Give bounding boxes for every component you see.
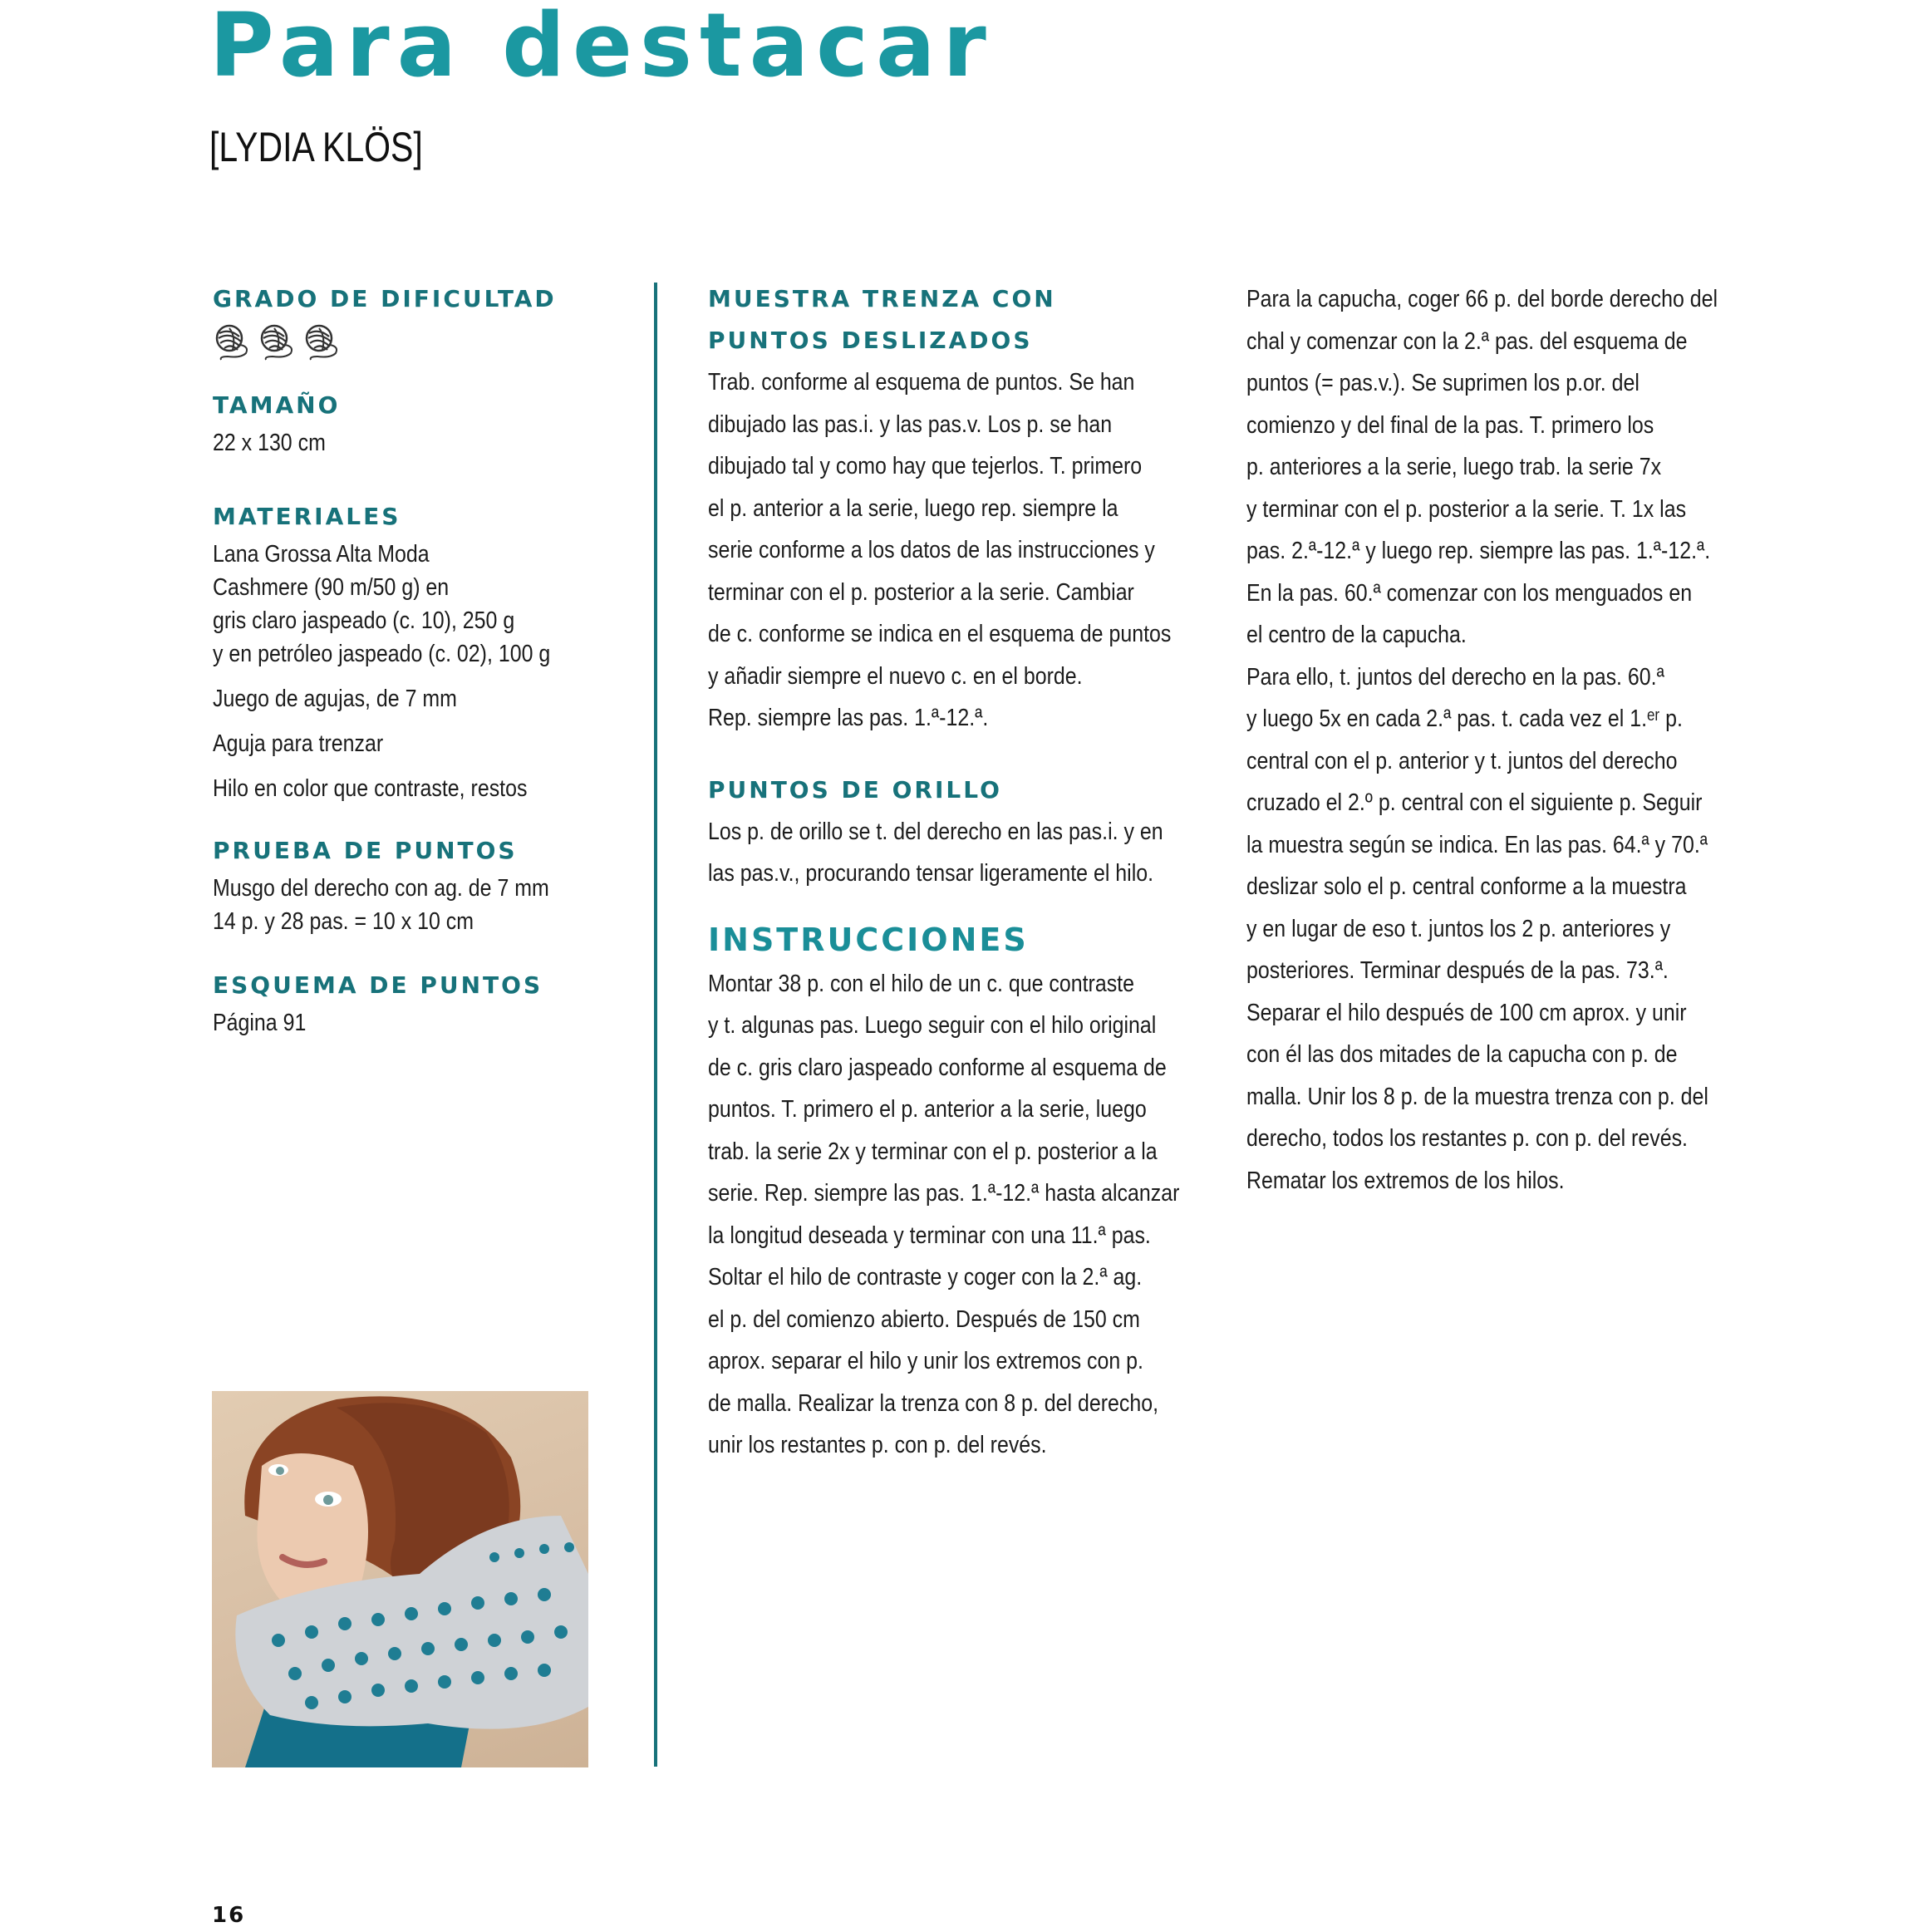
pattern-text-line: serie conforme a los datos de las instrucciones y bbox=[708, 537, 1155, 563]
hood-text-line: el centro de la capucha. bbox=[1246, 622, 1467, 648]
edge-stitch-line: Los p. de orillo se t. del derecho en las pas.i. y en bbox=[708, 818, 1163, 845]
hood-text-line: y en lugar de eso t. juntos los 2 p. anteriores y bbox=[1246, 915, 1671, 942]
gauge-line: Musgo del derecho con ag. de 7 mm bbox=[213, 875, 549, 902]
column-divider bbox=[654, 283, 657, 1767]
gauge-line: 14 p. y 28 pas. = 10 x 10 cm bbox=[213, 908, 474, 935]
pattern-heading-line: MUESTRA TRENZA CON bbox=[708, 285, 1056, 312]
material-item: Aguja para trenzar bbox=[213, 730, 384, 757]
page-title: Para destacar bbox=[209, 0, 994, 96]
difficulty-section bbox=[213, 278, 612, 365]
instructions-line: unir los restantes p. con p. del revés. bbox=[708, 1432, 1047, 1458]
materials-section bbox=[213, 496, 612, 805]
instructions-line: de malla. Realizar la trenza con 8 p. del derecho, bbox=[708, 1389, 1159, 1417]
instructions-line: aprox. separar el hilo y unir los extremos con p. bbox=[708, 1348, 1143, 1374]
instructions-line: de c. gris claro jaspeado conforme al esquema de bbox=[708, 1054, 1167, 1081]
hood-text-line: Rematar los extremos de los hilos. bbox=[1246, 1167, 1565, 1194]
hood-text-line: central con el p. anterior y t. juntos del derecho bbox=[1246, 747, 1678, 774]
gauge-heading: PRUEBA DE PUNTOS bbox=[213, 837, 518, 864]
size-value: 22 x 130 cm bbox=[213, 430, 326, 456]
sidebar-specs bbox=[213, 278, 612, 1058]
hood-text-line: posteriores. Terminar después de la pas. 73.ª. bbox=[1246, 957, 1669, 984]
yarn-ball-icon bbox=[258, 322, 299, 363]
page-number: 16 bbox=[212, 1903, 246, 1928]
material-item: Hilo en color que contraste, restos bbox=[213, 775, 528, 802]
hood-text-line: puntos (= pas.v.). Se suprimen los p.or. del bbox=[1246, 370, 1639, 396]
material-yarn-line: y en petróleo jaspeado (c. 02), 100 g bbox=[213, 641, 551, 667]
instructions-line: puntos. T. primero el p. anterior a la serie, luego bbox=[708, 1096, 1147, 1123]
pattern-text-line: Rep. siempre las pas. 1.ª-12.ª. bbox=[708, 705, 989, 731]
hood-text-line: malla. Unir los 8 p. de la muestra trenza con p. del bbox=[1246, 1083, 1708, 1110]
gauge-section bbox=[213, 830, 612, 938]
pattern-text-line: dibujado las pas.i. y las pas.v. Los p. se han bbox=[708, 410, 1113, 438]
instructions-line: y t. algunas pas. Luego seguir con el hilo original bbox=[708, 1012, 1157, 1039]
size-section bbox=[213, 385, 612, 460]
pattern-text-line: de c. conforme se indica en el esquema de puntos bbox=[708, 621, 1172, 647]
pattern-heading-line: PUNTOS DESLIZADOS bbox=[708, 327, 1033, 354]
material-yarn-line: Lana Grossa Alta Moda bbox=[213, 541, 430, 568]
size-heading: TAMAÑO bbox=[213, 391, 341, 419]
hood-text-line: derecho, todos los restantes p. con p. del revés. bbox=[1246, 1125, 1688, 1152]
pattern-text-line: terminar con el p. posterior a la serie. Cambiar bbox=[708, 578, 1134, 606]
hood-text-line: comienzo y del final de la pas. T. primero los bbox=[1246, 411, 1654, 439]
material-yarn-line: Cashmere (90 m/50 g) en bbox=[213, 574, 450, 601]
materials-heading: MATERIALES bbox=[213, 503, 401, 530]
chart-reference-section bbox=[213, 965, 612, 1040]
model-photo bbox=[212, 1391, 588, 1767]
pattern-section bbox=[708, 278, 1207, 740]
hood-text-line: cruzado el 2.º p. central con el siguiente p. Seguir bbox=[1246, 789, 1703, 816]
instructions-line: trab. la serie 2x y terminar con el p. posterior a la bbox=[708, 1138, 1158, 1165]
edge-stitch-section bbox=[708, 769, 1207, 895]
difficulty-rating bbox=[213, 322, 612, 365]
difficulty-heading: GRADO DE DIFICULTAD bbox=[213, 285, 557, 312]
hood-text-line: la muestra según se indica. En las pas. 64.ª y 70.ª bbox=[1246, 831, 1708, 858]
hood-text-line: con él las dos mitades de la capucha con p. de bbox=[1246, 1041, 1678, 1068]
hood-text-line: chal y comenzar con la 2.ª pas. del esquema de bbox=[1246, 327, 1688, 355]
chart-reference-heading: ESQUEMA DE PUNTOS bbox=[213, 971, 543, 999]
hood-text-line: p. anteriores a la serie, luego trab. la serie 7x bbox=[1246, 454, 1662, 480]
pattern-text-line: dibujado tal y como hay que tejerlos. T. primero bbox=[708, 453, 1143, 479]
material-yarn-line: gris claro jaspeado (c. 10), 250 g bbox=[213, 607, 515, 634]
instructions-line: Soltar el hilo de contraste y coger con la 2.ª ag. bbox=[708, 1264, 1143, 1290]
instructions-section bbox=[708, 917, 1207, 1467]
hood-text-line: Separar el hilo después de 100 cm aprox. y unir bbox=[1246, 999, 1687, 1026]
instructions-line: Montar 38 p. con el hilo de un c. que contraste bbox=[708, 970, 1134, 997]
hood-text-line: Para ello, t. juntos del derecho en la pas. 60.ª bbox=[1246, 663, 1664, 691]
pattern-text-line: y añadir siempre el nuevo c. en el borde. bbox=[708, 662, 1083, 690]
yarn-ball-icon bbox=[213, 322, 254, 363]
instructions-line: el p. del comienzo abierto. Después de 150 cm bbox=[708, 1305, 1140, 1333]
author-name: [LYDIA KLÖS] bbox=[209, 124, 423, 170]
pattern-text-line: Trab. conforme al esquema de puntos. Se han bbox=[708, 369, 1135, 396]
hood-text-line: Para la capucha, coger 66 p. del borde derecho del bbox=[1246, 286, 1718, 312]
photo-illustration bbox=[212, 1391, 588, 1767]
instructions-line: serie. Rep. siempre las pas. 1.ª-12.ª hasta alcanzar bbox=[708, 1180, 1180, 1207]
instructions-heading: INSTRUCCIONES bbox=[708, 921, 1029, 958]
yarn-ball-icon bbox=[302, 322, 344, 363]
chart-page-reference: Página 91 bbox=[213, 1010, 307, 1036]
material-item: Juego de agujas, de 7 mm bbox=[213, 686, 457, 712]
hood-text-line: deslizar solo el p. central conforme a la muestra bbox=[1246, 873, 1687, 900]
hood-text-line: y terminar con el p. posterior a la serie. T. 1x las bbox=[1246, 495, 1687, 523]
edge-stitch-heading: PUNTOS DE ORILLO bbox=[708, 775, 1002, 804]
hood-instructions-column bbox=[1246, 278, 1762, 1202]
hood-text-line: y luego 5x en cada 2.ª pas. t. cada vez el 1.ᵉʳ p. bbox=[1246, 705, 1683, 732]
instructions-line: la longitud deseada y terminar con una 11.ª pas. bbox=[708, 1222, 1151, 1249]
hood-text-line: pas. 2.ª-12.ª y luego rep. siempre las pas. 1.ª-12.ª. bbox=[1246, 538, 1711, 564]
pattern-text-line: el p. anterior a la serie, luego rep. siempre la bbox=[708, 494, 1118, 522]
pattern-column bbox=[708, 278, 1207, 1467]
hood-text-line: En la pas. 60.ª comenzar con los menguados en bbox=[1246, 579, 1693, 607]
edge-stitch-line: las pas.v., procurando tensar ligeramente el hilo. bbox=[708, 860, 1154, 887]
